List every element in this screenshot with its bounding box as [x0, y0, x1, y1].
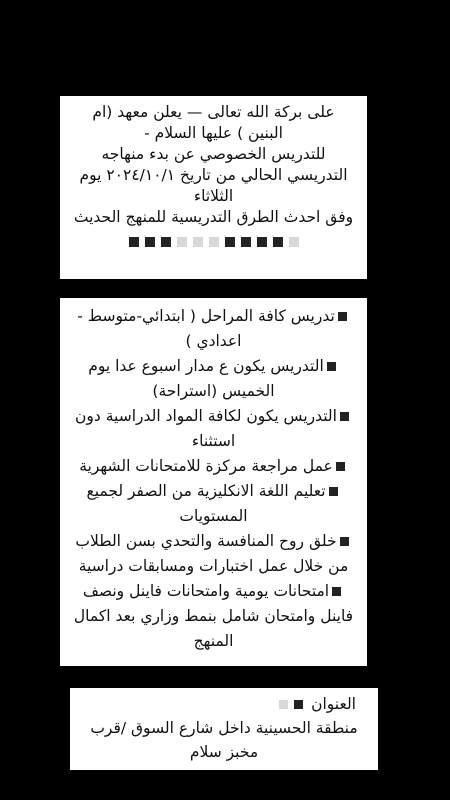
announcement-line: البنين ) عليها السلام - [144, 124, 283, 142]
feature-text: تعليم اللغة الانكليزية من الصفر لجميع المستويات [86, 482, 326, 525]
announcement-line: الثلاثاء [193, 187, 234, 205]
feature-text: تدريس كافة المراحل ( ابتدائي-متوسط - اعدادي ) [77, 307, 335, 350]
announcement-line: وفق احدث الطرق التدريسية للمنهج الحديث [73, 208, 354, 226]
feature-item [66, 479, 361, 529]
feature-item [66, 304, 361, 354]
address-heading [76, 692, 372, 716]
feature-item [66, 454, 361, 479]
address-line: مخبز سلام [189, 743, 259, 761]
decorative-square-icon [129, 237, 139, 247]
decorative-square-icon [209, 237, 219, 247]
announcement-line: للتدريس الخصوصي عن بدء منهاجه [101, 145, 326, 163]
decorative-square-row [68, 237, 359, 247]
decorative-square-icon [161, 237, 171, 247]
announcement-line: على بركة الله تعالى — يعلن معهد (ام [92, 103, 335, 121]
square-bullet-icon [336, 462, 345, 471]
square-bullet-icon [329, 487, 338, 496]
feature-text: خلق روح المنافسة والتحدي بسن الطلاب من خلال عمل اختبارات ومسابقات دراسية [75, 532, 349, 575]
feature-item [66, 404, 361, 454]
feature-item [66, 529, 361, 579]
decorative-square-icon [177, 237, 187, 247]
feature-text: عمل مراجعة مركزة للامتحانات الشهرية [79, 457, 333, 475]
features-card [60, 298, 367, 666]
decorative-square-icon [145, 237, 155, 247]
decorative-square-icon [225, 237, 235, 247]
square-bullet-icon [332, 587, 341, 596]
announcement-card [60, 96, 367, 279]
address-heading-text: العنوان [311, 695, 356, 713]
feature-text: امتحانات يومية وامتحانات فاينل ونصف فاينل وامتحان شامل بنمط وزاري بعد اكمال المنهج [73, 582, 354, 650]
address-line: منطقة الحسينية داخل شارع السوق /قرب [90, 719, 358, 737]
decorative-square-icon [289, 237, 299, 247]
square-bullet-icon [338, 312, 347, 321]
feature-item [66, 579, 361, 654]
square-bullet-icon [294, 700, 303, 709]
decorative-square-icon [193, 237, 203, 247]
square-bullet-icon [340, 537, 349, 546]
decorative-square-icon [273, 237, 283, 247]
feature-text: التدريس يكون لكافة المواد الدراسية دون استثناء [75, 407, 337, 450]
square-bullet-icon [279, 700, 288, 709]
announcement-line: التدريسي الحالي من تاريخ ٢٠٢٤/١٠/١ يوم [79, 166, 348, 184]
address-card [70, 688, 378, 770]
decorative-square-icon [257, 237, 267, 247]
square-bullet-icon [340, 412, 349, 421]
square-bullet-icon [327, 362, 336, 371]
feature-item [66, 354, 361, 404]
decorative-square-icon [241, 237, 251, 247]
feature-text: التدريس يكون ع مدار اسبوع عدا يوم الخميس (استراحة) [88, 357, 324, 400]
